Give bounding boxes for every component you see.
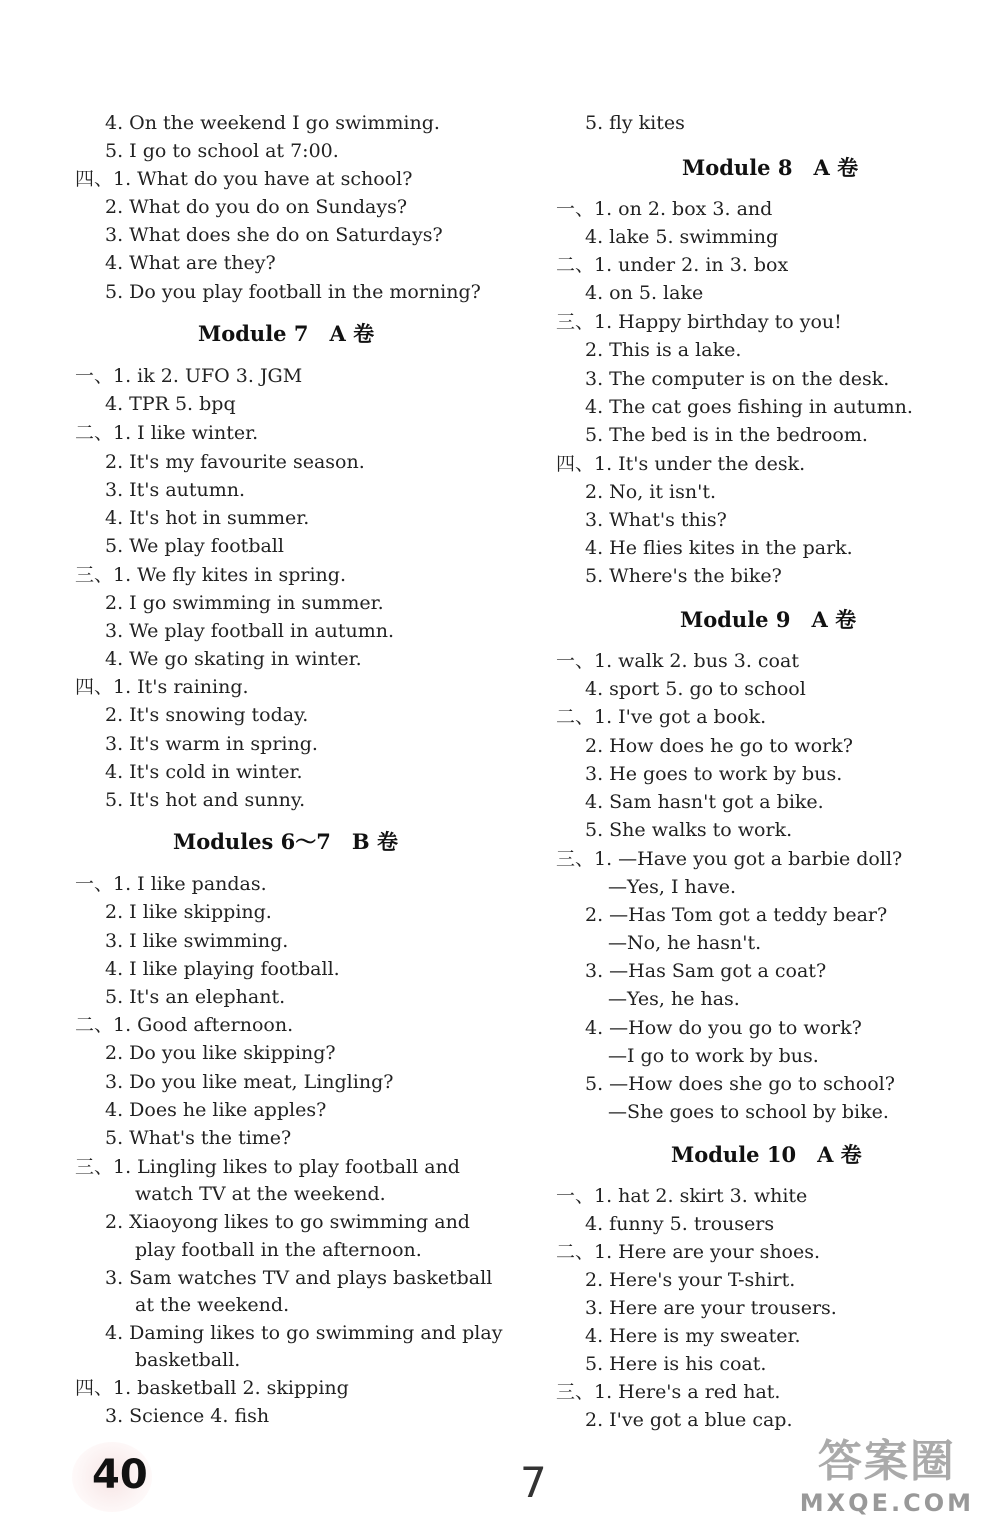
- answer-line: 一、1. hat 2. skirt 3. white: [556, 1185, 808, 1207]
- answer-line: 3. What's this?: [585, 509, 727, 531]
- answer-line: 二、1. Good afternoon.: [75, 1014, 294, 1036]
- answer-line: 二、1. under 2. in 3. box: [556, 254, 789, 276]
- answer-line: 4. on 5. lake: [585, 282, 704, 304]
- answer-line: 5. It's hot and sunny.: [105, 789, 306, 811]
- watermark-text: 答案圈: [817, 1436, 956, 1487]
- answer-line: 5. I go to school at 7:00.: [105, 140, 339, 162]
- answer-line: 4. On the weekend I go swimming.: [105, 112, 440, 134]
- answer-line: 5. Do you play football in the morning?: [105, 281, 481, 303]
- answer-line: 2. It's my favourite season.: [105, 451, 365, 473]
- watermark-url: MXQE.COM: [799, 1489, 974, 1517]
- answer-line: 4. TPR 5. bpq: [105, 393, 236, 415]
- answer-line: 二、1. I like winter.: [75, 422, 259, 444]
- answer-line: 三、1. Here's a red hat.: [556, 1381, 781, 1403]
- answer-line: 4. funny 5. trousers: [585, 1213, 775, 1235]
- answer-line: 2. Here's your T-shirt.: [585, 1269, 796, 1291]
- answer-line: 4. We go skating in winter.: [105, 648, 362, 670]
- answer-line: 5. It's an elephant.: [105, 986, 286, 1008]
- answer-line: 3. He goes to work by bus.: [585, 763, 843, 785]
- answer-line: 2. —Has Tom got a teddy bear?: [585, 904, 888, 926]
- answer-line: 3. What does she do on Saturdays?: [105, 224, 443, 246]
- answer-line: 2. This is a lake.: [585, 339, 742, 361]
- handwritten-mark: 7: [520, 1458, 547, 1507]
- answer-line: 3. Science 4. fish: [105, 1405, 270, 1427]
- answer-line: 2. It's snowing today.: [105, 704, 309, 726]
- answer-line: 2. What do you do on Sundays?: [105, 196, 408, 218]
- answer-line: —Yes, he has.: [608, 988, 740, 1010]
- answer-line: —No, he hasn't.: [608, 932, 762, 954]
- answer-line: 4. He flies kites in the park.: [585, 537, 853, 559]
- answer-line: 四、1. It's under the desk.: [556, 453, 806, 475]
- answer-line: basketball.: [135, 1349, 241, 1371]
- answer-line: 5. She walks to work.: [585, 819, 793, 841]
- module-heading: Modules 6～7 B 卷: [173, 829, 398, 854]
- answer-line: 2. No, it isn't.: [585, 481, 717, 503]
- answer-line: watch TV at the weekend.: [135, 1183, 386, 1205]
- answer-line: 4. Here is my sweater.: [585, 1325, 801, 1347]
- answer-line: 5. Where's the bike?: [585, 565, 782, 587]
- answer-line: 3. Sam watches TV and plays basketball: [105, 1267, 493, 1289]
- watermark-logo: [800, 1425, 974, 1517]
- answer-line: 2. Do you like skipping?: [105, 1042, 336, 1064]
- answer-line: 3. Here are your trousers.: [585, 1297, 837, 1319]
- answer-line: 5. What's the time?: [105, 1127, 292, 1149]
- answer-line: 一、1. walk 2. bus 3. coat: [556, 650, 799, 672]
- answer-line: 一、1. I like pandas.: [75, 873, 267, 895]
- answer-line: 一、1. on 2. box 3. and: [556, 198, 773, 220]
- answer-line: 2. How does he go to work?: [585, 735, 853, 757]
- answer-line: at the weekend.: [135, 1294, 290, 1316]
- answer-line: 4. What are they?: [105, 252, 276, 274]
- answer-line: —Yes, I have.: [608, 876, 737, 898]
- page-number: 40: [92, 1452, 148, 1498]
- answer-line: 四、1. What do you have at school?: [75, 168, 413, 190]
- module-heading: Module 8 A 卷: [682, 155, 859, 180]
- answer-line: 4. It's cold in winter.: [105, 761, 303, 783]
- answer-line: 2. I like skipping.: [105, 901, 272, 923]
- answer-line: 4. sport 5. go to school: [585, 678, 806, 700]
- answer-line: 3. I like swimming.: [105, 930, 289, 952]
- answer-line: 2. Xiaoyong likes to go swimming and: [105, 1211, 470, 1233]
- module-heading: Module 10 A 卷: [671, 1142, 862, 1167]
- answer-line: 4. Sam hasn't got a bike.: [585, 791, 824, 813]
- answer-line: 5. —How does she go to school?: [585, 1073, 895, 1095]
- answer-line: 5. fly kites: [585, 112, 685, 134]
- answer-line: 4. Does he like apples?: [105, 1099, 327, 1121]
- module-heading: Module 7 A 卷: [198, 321, 375, 346]
- answer-line: 三、1. —Have you got a barbie doll?: [556, 848, 903, 870]
- answer-line: 3. —Has Sam got a coat?: [585, 960, 827, 982]
- answer-line: 5. We play football: [105, 535, 284, 557]
- answer-line: —I go to work by bus.: [608, 1045, 819, 1067]
- answer-line: 四、1. It's raining.: [75, 676, 249, 698]
- answer-line: 三、1. Lingling likes to play football and: [75, 1156, 460, 1178]
- answer-line: 3. It's warm in spring.: [105, 733, 318, 755]
- answer-line: 4. —How do you go to work?: [585, 1017, 862, 1039]
- answer-line: 4. I like playing football.: [105, 958, 340, 980]
- answer-line: 3. It's autumn.: [105, 479, 246, 501]
- answer-line: 一、1. ik 2. UFO 3. JGM: [75, 365, 303, 387]
- answer-line: 3. The computer is on the desk.: [585, 368, 890, 390]
- answer-line: 三、1. We fly kites in spring.: [75, 564, 347, 586]
- answer-line: 3. We play football in autumn.: [105, 620, 395, 642]
- answer-line: 二、1. I've got a book.: [556, 706, 767, 728]
- module-heading: Module 9 A 卷: [680, 607, 857, 632]
- answer-line: 二、1. Here are your shoes.: [556, 1241, 821, 1263]
- answer-line: 4. Daming likes to go swimming and play: [105, 1322, 503, 1344]
- answer-line: —She goes to school by bike.: [608, 1101, 889, 1123]
- answer-line: 三、1. Happy birthday to you!: [556, 311, 842, 333]
- answer-line: 4. The cat goes fishing in autumn.: [585, 396, 913, 418]
- answer-line: 2. I go swimming in summer.: [105, 592, 384, 614]
- answer-line: 四、1. basketball 2. skipping: [75, 1377, 349, 1399]
- answer-line: 5. The bed is in the bedroom.: [585, 424, 868, 446]
- answer-line: play football in the afternoon.: [135, 1239, 422, 1261]
- answer-line: 3. Do you like meat, Lingling?: [105, 1071, 394, 1093]
- answer-line: 5. Here is his coat.: [585, 1353, 767, 1375]
- answer-line: 4. lake 5. swimming: [585, 226, 779, 248]
- answer-line: 4. It's hot in summer.: [105, 507, 310, 529]
- answer-line: 2. I've got a blue cap.: [585, 1409, 793, 1431]
